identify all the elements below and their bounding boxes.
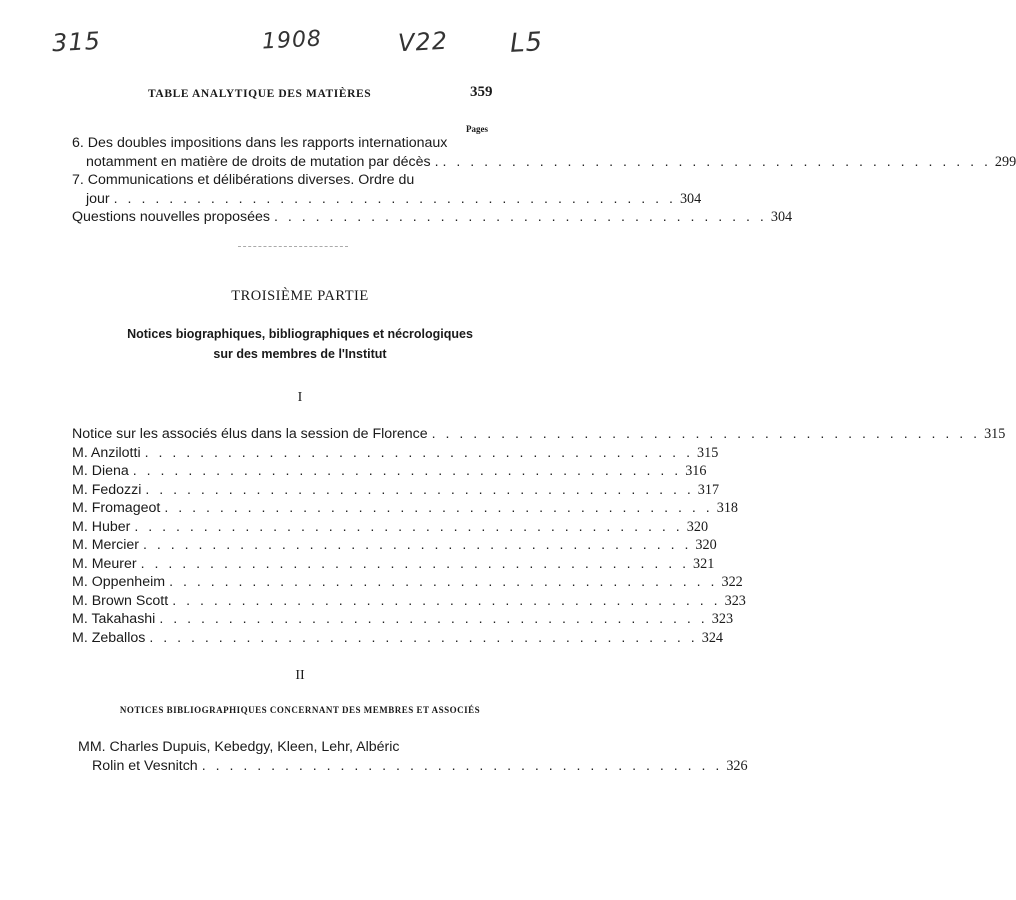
toc-entry-text: M. Anzilotti — [72, 444, 141, 461]
toc-entry-text: M. Meurer — [72, 555, 137, 572]
toc-entry-line — [72, 629, 724, 648]
page-number: 359 — [470, 84, 493, 100]
leader-dots: . . . . . . . . . . . . . . . . . . . . . . . . . . . . . . . . . . . . . . . . — [132, 463, 682, 479]
toc-entry-line — [72, 190, 702, 209]
toc-entry-text: 6. Des doubles impositions dans les rapports internationaux — [72, 135, 448, 151]
leader-dots: . . . . . . . . . . . . . . . . . . . . . . . . . . . . . . . . . . . . . . — [201, 757, 723, 774]
toc-entry-text: M. Fromageot — [72, 500, 161, 516]
toc-entry-text: MM. Charles Dupuis, Kebedgy, Kleen, Lehr, Albéric — [78, 739, 400, 755]
leader-dots: . . . . . . . . . . . . . . . . . . . . . . . . . . . . . . . . . . . . . . . . — [143, 537, 692, 553]
section-numeral: I — [297, 390, 303, 405]
leader-dots: . . . . . . . . . . . . . . . . . . . . . . . . . . . . . . . . . . . . . . . . . — [113, 190, 676, 207]
toc-entry-line — [72, 171, 500, 190]
toc-entry-text: M. Mercier — [72, 537, 139, 553]
toc-entry-text: M. Oppenheim — [72, 574, 166, 590]
toc-entry-text: M. Takahashi — [72, 611, 156, 627]
leader-dots: . . . . . . . . . . . . . . . . . . . . . . . . . . . . . . . . . . . . . . . . — [159, 611, 708, 627]
toc-page-number: 322 — [721, 574, 743, 590]
leader-dots: . . . . . . . . . . . . . . . . . . . . . . . . . . . . . . . . . . . . . . . . — [140, 555, 690, 572]
toc-entry-line — [72, 444, 719, 463]
toc-entry-text: M. Brown Scott — [72, 592, 169, 609]
toc-entry-line — [72, 134, 500, 153]
section-numeral: II — [295, 668, 305, 683]
handwritten-note: 315 — [51, 26, 102, 58]
toc-entry-line — [72, 610, 734, 629]
toc-entry-line — [78, 757, 748, 776]
toc-page-number: 326 — [726, 757, 748, 774]
toc-entry-line — [72, 462, 707, 481]
handwritten-note: V22 — [397, 26, 449, 58]
toc-page-number: 321 — [693, 555, 715, 572]
toc-entry-text: Questions nouvelles proposées — [72, 209, 270, 225]
toc-entry-text: M. Zeballos — [72, 629, 146, 646]
handwritten-note: L5 — [509, 27, 544, 59]
running-head: TABLE ANALYTIQUE DES MATIÈRES — [148, 88, 372, 100]
toc-entry-line — [72, 499, 738, 518]
toc-entry-line — [72, 481, 720, 500]
toc-page-number: 323 — [724, 592, 746, 609]
leader-dots: . . . . . . . . . . . . . . . . . . . . . . . . . . . . . . . . . . . . — [273, 209, 767, 225]
pages-column-label: Pages — [466, 124, 488, 134]
toc-entry-line — [72, 555, 715, 574]
toc-entry-text: Notice sur les associés élus dans la session de Florence — [72, 426, 428, 442]
toc-page-number: 320 — [695, 537, 717, 553]
section-heading: NOTICES BIBLIOGRAPHIQUES CONCERNANT DES MEMBRES ET ASSOCIÉS — [119, 705, 481, 715]
toc-entry-text: 7. Communications et délibérations diverses. Ordre du — [72, 172, 415, 188]
leader-dots: . . . . . . . . . . . . . . . . . . . . . . . . . . . . . . . . . . . . . . . . — [431, 426, 981, 442]
toc-entry-line — [72, 573, 743, 592]
toc-section-top — [72, 134, 1016, 227]
toc-entry-line — [72, 518, 709, 537]
toc-page-number: 316 — [685, 463, 707, 479]
leader-dots: . . . . . . . . . . . . . . . . . . . . . . . . . . . . . . . . . . . . . . . . — [172, 592, 721, 609]
part-subtitle — [60, 324, 540, 364]
toc-entry-line — [72, 208, 793, 227]
toc-entry-text: jour — [86, 190, 110, 207]
toc-entry-line — [78, 738, 502, 757]
leader-dots: . . . . . . . . . . . . . . . . . . . . . . . . . . . . . . . . . . . . . . . . — [164, 500, 713, 516]
toc-page-number: 317 — [697, 481, 720, 498]
leader-dots: . . . . . . . . . . . . . . . . . . . . . . . . . . . . . . . . . . . . . . . . — [145, 481, 694, 498]
toc-page-number: 323 — [711, 611, 734, 627]
toc-entry-line — [72, 536, 717, 555]
toc-entry-text: Rolin et Vesnitch — [92, 757, 198, 774]
toc-entry-text: notamment en matière de droits de mutation par décès . — [86, 153, 439, 170]
handwritten-note: 1908 — [261, 26, 323, 55]
part-subtitle-line: sur des membres de l'Institut — [213, 347, 387, 361]
toc-page-number: 304 — [770, 209, 793, 225]
toc-entry-line — [72, 592, 746, 611]
toc-entry-text: M. Huber — [72, 518, 131, 535]
toc-page-number: 304 — [679, 190, 702, 207]
leader-dots: . . . . . . . . . . . . . . . . . . . . . . . . . . . . . . . . . . . . . . . . — [144, 444, 694, 461]
toc-page-number: 315 — [984, 426, 1006, 442]
leader-dots: . . . . . . . . . . . . . . . . . . . . . . . . . . . . . . . . . . . . . . . . — [134, 518, 683, 535]
toc-page-number: 320 — [686, 518, 709, 535]
toc-entry-text: M. Fedozzi — [72, 481, 142, 498]
part-subtitle-line: Notices biographiques, bibliographiques et nécrologiques — [127, 327, 473, 341]
toc-section-two — [78, 738, 748, 775]
part-title: TROISIÈME PARTIE — [231, 288, 369, 304]
leader-dots: . . . . . . . . . . . . . . . . . . . . . . . . . . . . . . . . . . . . . . . . — [149, 629, 698, 646]
toc-entry-line — [72, 425, 1006, 444]
toc-section-one — [72, 425, 1006, 647]
toc-page-number: 324 — [701, 629, 724, 646]
toc-entry-text: M. Diena — [72, 463, 129, 479]
toc-page-number: 318 — [716, 500, 738, 516]
toc-entry-line: notamment en matière de droits de mutation par décès . . . . . . . . . . . . . . . . . . . . . . . . . . . . . . . . . . . . . . . . . 299 — [86, 153, 1016, 170]
separator-rule — [238, 246, 348, 248]
leader-dots: . . . . . . . . . . . . . . . . . . . . . . . . . . . . . . . . . . . . . . . . — [169, 574, 718, 590]
toc-page-number: 299 — [994, 153, 1016, 170]
toc-page-number: 315 — [697, 444, 719, 461]
